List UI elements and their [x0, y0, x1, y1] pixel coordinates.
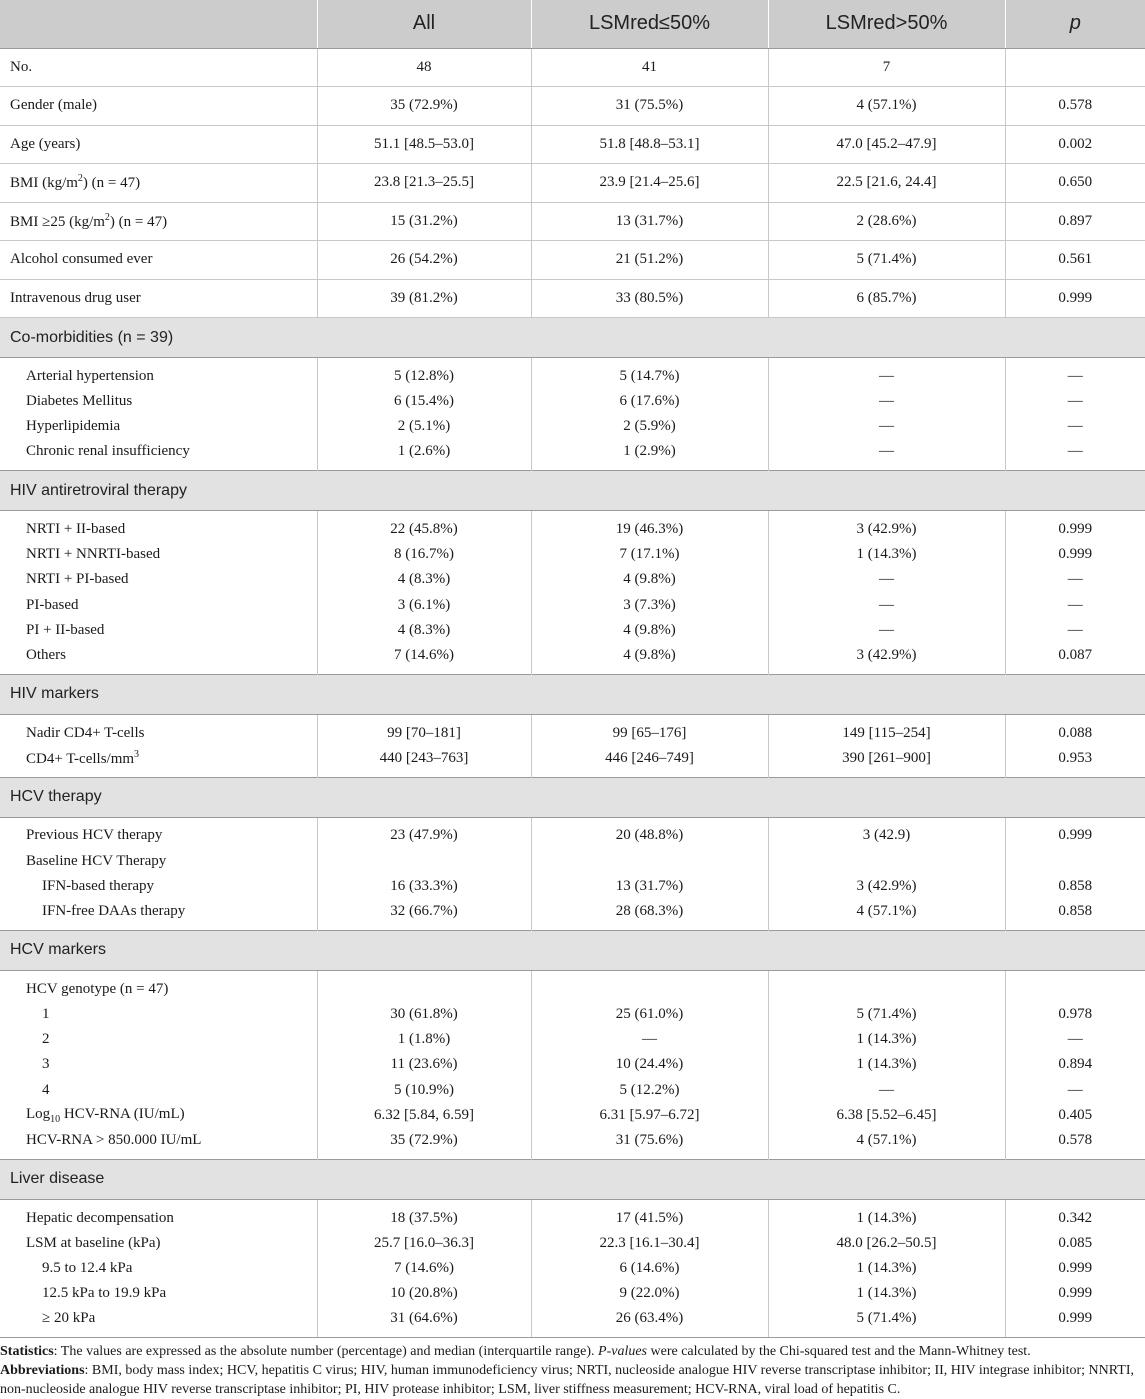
table-row	[0, 511, 1145, 542]
value-lsmred-high: —	[768, 439, 1005, 470]
row-label: 4	[0, 1077, 317, 1102]
value-all: 10 (20.8%)	[317, 1281, 531, 1306]
value-lsmred-low: —	[531, 1027, 768, 1052]
value-all: 6.32 [5.84, 6.59]	[317, 1103, 531, 1128]
row-label: Arterial hypertension	[0, 358, 317, 389]
table-row	[0, 1002, 1145, 1027]
value-all: 4 (8.3%)	[317, 567, 531, 592]
value-p: —	[1005, 567, 1145, 592]
table-row	[0, 125, 1145, 164]
value-lsmred-high: —	[768, 414, 1005, 439]
value-p: 0.085	[1005, 1231, 1145, 1256]
value-lsmred-high: —	[768, 389, 1005, 414]
value-all: 8 (16.7%)	[317, 542, 531, 567]
table-row	[0, 714, 1145, 745]
value-lsmred-high: 3 (42.9%)	[768, 511, 1005, 542]
table-row	[0, 1027, 1145, 1052]
section-title: HIV markers	[0, 674, 1145, 714]
value-lsmred-high: —	[768, 593, 1005, 618]
header-all: All	[317, 0, 531, 48]
table-row	[0, 542, 1145, 567]
value-p: 0.999	[1005, 1256, 1145, 1281]
value-lsmred-low: 31 (75.6%)	[531, 1128, 768, 1159]
table-row	[0, 164, 1145, 203]
value-p: 0.561	[1005, 241, 1145, 280]
value-lsmred-high: 1 (14.3%)	[768, 542, 1005, 567]
row-label: Age (years)	[0, 125, 317, 164]
label-superscript: 3	[134, 748, 140, 760]
table-row	[0, 746, 1145, 777]
section-title: HIV antiretroviral therapy	[0, 471, 1145, 511]
row-label: HCV-RNA > 850.000 IU/mL	[0, 1128, 317, 1159]
value-lsmred-low: 13 (31.7%)	[531, 202, 768, 241]
label-text: BMI (kg/m	[10, 175, 78, 192]
value-lsmred-high: 390 [261–900]	[768, 746, 1005, 777]
value-all: 1 (1.8%)	[317, 1027, 531, 1052]
value-all: 23 (47.9%)	[317, 817, 531, 848]
row-label: Diabetes Mellitus	[0, 389, 317, 414]
row-label: NRTI + PI-based	[0, 567, 317, 592]
label-text-end: ) (n = 47)	[109, 213, 168, 230]
value-lsmred-high: 5 (71.4%)	[768, 1307, 1005, 1338]
header-lsmred-low: LSMred≤50%	[531, 0, 768, 48]
section-header-row	[0, 930, 1145, 970]
value-lsmred-high: —	[768, 1077, 1005, 1102]
header-p-value: p	[1005, 0, 1145, 48]
value-lsmred-low: 5 (12.2%)	[531, 1077, 768, 1102]
value-p: 0.999	[1005, 542, 1145, 567]
value-all: 16 (33.3%)	[317, 874, 531, 899]
section-title: HCV therapy	[0, 777, 1145, 817]
section-title: Liver disease	[0, 1159, 1145, 1199]
abbreviations-note	[0, 1361, 1145, 1399]
value-lsmred-high	[768, 970, 1005, 1001]
value-p: 0.999	[1005, 511, 1145, 542]
value-all: 6 (15.4%)	[317, 389, 531, 414]
table-row	[0, 643, 1145, 674]
table-row	[0, 87, 1145, 126]
label-text: Log	[26, 1105, 51, 1122]
section-header-row	[0, 674, 1145, 714]
value-lsmred-high: 3 (42.9%)	[768, 643, 1005, 674]
row-label: NRTI + NNRTI-based	[0, 542, 317, 567]
section-header-row	[0, 1159, 1145, 1199]
value-lsmred-low: 4 (9.8%)	[531, 643, 768, 674]
table-row	[0, 358, 1145, 389]
statistics-text: : The values are expressed as the absolute number (percentage) and median (interquartile range).	[53, 1344, 599, 1359]
table-row	[0, 1052, 1145, 1077]
value-lsmred-low: 13 (31.7%)	[531, 874, 768, 899]
value-lsmred-low: 5 (14.7%)	[531, 358, 768, 389]
value-lsmred-low: 31 (75.5%)	[531, 87, 768, 126]
label-superscript: 2	[77, 173, 83, 185]
table-row	[0, 899, 1145, 930]
statistics-label: Statistics	[0, 1344, 54, 1359]
value-lsmred-low: 99 [65–176]	[531, 714, 768, 745]
value-p: 0.578	[1005, 87, 1145, 126]
value-lsmred-low: 6 (14.6%)	[531, 1256, 768, 1281]
table-row	[0, 1307, 1145, 1338]
value-lsmred-high: 5 (71.4%)	[768, 1002, 1005, 1027]
header-blank	[0, 0, 317, 48]
table-row	[0, 593, 1145, 618]
value-all: 4 (8.3%)	[317, 618, 531, 643]
value-all: 3 (6.1%)	[317, 593, 531, 618]
value-all: 35 (72.9%)	[317, 1128, 531, 1159]
label-superscript: 2	[104, 211, 110, 223]
value-all: 31 (64.6%)	[317, 1307, 531, 1338]
table-body	[0, 48, 1145, 1338]
value-lsmred-high: 2 (28.6%)	[768, 202, 1005, 241]
value-lsmred-high: 1 (14.3%)	[768, 1256, 1005, 1281]
row-label: HCV genotype (n = 47)	[0, 970, 317, 1001]
row-label: Previous HCV therapy	[0, 817, 317, 848]
value-lsmred-low: 446 [246–749]	[531, 746, 768, 777]
label-text: BMI ≥25 (kg/m	[10, 213, 105, 230]
value-all: 32 (66.7%)	[317, 899, 531, 930]
value-lsmred-high: 1 (14.3%)	[768, 1052, 1005, 1077]
row-label: Alcohol consumed ever	[0, 241, 317, 280]
table-row	[0, 439, 1145, 470]
table-row	[0, 970, 1145, 1001]
value-all: 15 (31.2%)	[317, 202, 531, 241]
value-p: 0.999	[1005, 279, 1145, 318]
value-p: 0.088	[1005, 714, 1145, 745]
value-lsmred-low	[531, 970, 768, 1001]
label-text: CD4+ T-cells/mm	[26, 750, 135, 767]
table-row	[0, 1077, 1145, 1102]
value-lsmred-high: —	[768, 618, 1005, 643]
table-row	[0, 618, 1145, 643]
value-lsmred-low: 9 (22.0%)	[531, 1281, 768, 1306]
value-p	[1005, 48, 1145, 87]
table-row	[0, 414, 1145, 439]
value-lsmred-high: 22.5 [21.6, 24.4]	[768, 164, 1005, 203]
value-lsmred-high: 1 (14.3%)	[768, 1281, 1005, 1306]
row-label	[0, 1103, 317, 1128]
abbreviations-label: Abbreviations	[0, 1363, 85, 1378]
row-label: PI-based	[0, 593, 317, 618]
value-lsmred-low: 22.3 [16.1–30.4]	[531, 1231, 768, 1256]
section-title: HCV markers	[0, 930, 1145, 970]
row-label	[0, 202, 317, 241]
section-title: Co-morbidities (n = 39)	[0, 318, 1145, 358]
value-lsmred-high: 3 (42.9%)	[768, 874, 1005, 899]
value-lsmred-low	[531, 848, 768, 873]
row-label: LSM at baseline (kPa)	[0, 1231, 317, 1256]
value-lsmred-low: 3 (7.3%)	[531, 593, 768, 618]
value-lsmred-low: 21 (51.2%)	[531, 241, 768, 280]
row-label: 12.5 kPa to 19.9 kPa	[0, 1281, 317, 1306]
value-p: 0.858	[1005, 899, 1145, 930]
value-all: 11 (23.6%)	[317, 1052, 531, 1077]
row-label: Gender (male)	[0, 87, 317, 126]
value-lsmred-high: 3 (42.9)	[768, 817, 1005, 848]
value-all: 22 (45.8%)	[317, 511, 531, 542]
table-row	[0, 48, 1145, 87]
value-lsmred-high: 6.38 [5.52–6.45]	[768, 1103, 1005, 1128]
statistics-text-end: were calculated by the Chi-squared test and the Mann-Whitney test.	[647, 1344, 1031, 1359]
value-p: 0.897	[1005, 202, 1145, 241]
value-lsmred-high: 6 (85.7%)	[768, 279, 1005, 318]
table-row	[0, 1103, 1145, 1128]
value-lsmred-low: 20 (48.8%)	[531, 817, 768, 848]
value-p: 0.953	[1005, 746, 1145, 777]
header-row	[0, 0, 1145, 48]
value-all: 23.8 [21.3–25.5]	[317, 164, 531, 203]
value-lsmred-low: 4 (9.8%)	[531, 567, 768, 592]
value-lsmred-low: 26 (63.4%)	[531, 1307, 768, 1338]
table-row	[0, 389, 1145, 414]
value-lsmred-high	[768, 848, 1005, 873]
value-all: 35 (72.9%)	[317, 87, 531, 126]
value-p: 0.342	[1005, 1199, 1145, 1230]
value-p: 0.087	[1005, 643, 1145, 674]
label-subscript: 10	[50, 1113, 61, 1125]
value-lsmred-low: 51.8 [48.8–53.1]	[531, 125, 768, 164]
value-all: 2 (5.1%)	[317, 414, 531, 439]
table-row	[0, 874, 1145, 899]
row-label: Intravenous drug user	[0, 279, 317, 318]
value-lsmred-low: 19 (46.3%)	[531, 511, 768, 542]
value-p: —	[1005, 618, 1145, 643]
table-row	[0, 1128, 1145, 1159]
value-p: 0.858	[1005, 874, 1145, 899]
label-text-end: ) (n = 47)	[82, 175, 141, 192]
value-p	[1005, 848, 1145, 873]
table-row	[0, 817, 1145, 848]
row-label: 9.5 to 12.4 kPa	[0, 1256, 317, 1281]
value-all: 7 (14.6%)	[317, 643, 531, 674]
table-row	[0, 1281, 1145, 1306]
value-p: 0.650	[1005, 164, 1145, 203]
value-lsmred-low: 7 (17.1%)	[531, 542, 768, 567]
value-lsmred-low: 33 (80.5%)	[531, 279, 768, 318]
value-all: 30 (61.8%)	[317, 1002, 531, 1027]
header-lsmred-high: LSMred>50%	[768, 0, 1005, 48]
table-row	[0, 1199, 1145, 1230]
value-p: 0.894	[1005, 1052, 1145, 1077]
table-row	[0, 567, 1145, 592]
value-lsmred-low: 1 (2.9%)	[531, 439, 768, 470]
statistics-note	[0, 1342, 1145, 1361]
value-p: 0.999	[1005, 1281, 1145, 1306]
value-p: 0.999	[1005, 1307, 1145, 1338]
row-label: Others	[0, 643, 317, 674]
value-all: 48	[317, 48, 531, 87]
value-all: 7 (14.6%)	[317, 1256, 531, 1281]
statistics-italic: P-values	[598, 1344, 647, 1359]
section-header-row	[0, 471, 1145, 511]
value-all: 18 (37.5%)	[317, 1199, 531, 1230]
row-label: 3	[0, 1052, 317, 1077]
table-row	[0, 1256, 1145, 1281]
value-lsmred-high: 5 (71.4%)	[768, 241, 1005, 280]
table-row	[0, 279, 1145, 318]
abbreviations-text: : BMI, body mass index; HCV, hepatitis C virus; HIV, human immunodeficiency virus; NRTI, nucleoside analogue HIV reverse transcriptase inhibitor; II, HIV integrase inhibitor; NNRTI, non-nucleoside analogue HIV reverse transcriptase inhibitor; PI, HIV protease inhibitor; LSM, liver stiffness measurement; HCV-RNA, viral load of hepatitis C.	[0, 1363, 1134, 1397]
section-header-row	[0, 777, 1145, 817]
value-lsmred-high: 48.0 [26.2–50.5]	[768, 1231, 1005, 1256]
value-p: 0.405	[1005, 1103, 1145, 1128]
value-all	[317, 848, 531, 873]
value-lsmred-high: 4 (57.1%)	[768, 87, 1005, 126]
value-lsmred-high: 7	[768, 48, 1005, 87]
value-all: 51.1 [48.5–53.0]	[317, 125, 531, 164]
value-p: —	[1005, 414, 1145, 439]
section-header-row	[0, 318, 1145, 358]
value-lsmred-high: 47.0 [45.2–47.9]	[768, 125, 1005, 164]
row-label: ≥ 20 kPa	[0, 1307, 317, 1338]
row-label: Hyperlipidemia	[0, 414, 317, 439]
row-label: NRTI + II-based	[0, 511, 317, 542]
value-p: 0.978	[1005, 1002, 1145, 1027]
value-lsmred-low: 25 (61.0%)	[531, 1002, 768, 1027]
value-lsmred-low: 2 (5.9%)	[531, 414, 768, 439]
value-p	[1005, 970, 1145, 1001]
value-all	[317, 970, 531, 1001]
value-lsmred-high: 4 (57.1%)	[768, 899, 1005, 930]
table-row	[0, 848, 1145, 873]
table-footnotes	[0, 1342, 1145, 1399]
value-all: 5 (12.8%)	[317, 358, 531, 389]
row-label: Nadir CD4+ T-cells	[0, 714, 317, 745]
value-all: 25.7 [16.0–36.3]	[317, 1231, 531, 1256]
row-label: IFN-based therapy	[0, 874, 317, 899]
value-lsmred-low: 10 (24.4%)	[531, 1052, 768, 1077]
value-p: 0.002	[1005, 125, 1145, 164]
value-lsmred-high: 1 (14.3%)	[768, 1027, 1005, 1052]
table-row	[0, 202, 1145, 241]
table-row	[0, 241, 1145, 280]
row-label	[0, 164, 317, 203]
value-lsmred-high: 4 (57.1%)	[768, 1128, 1005, 1159]
value-lsmred-low: 17 (41.5%)	[531, 1199, 768, 1230]
value-p: —	[1005, 439, 1145, 470]
value-p: —	[1005, 1077, 1145, 1102]
value-lsmred-high: 1 (14.3%)	[768, 1199, 1005, 1230]
value-p: 0.999	[1005, 817, 1145, 848]
value-lsmred-low: 28 (68.3%)	[531, 899, 768, 930]
value-all: 1 (2.6%)	[317, 439, 531, 470]
value-lsmred-low: 23.9 [21.4–25.6]	[531, 164, 768, 203]
value-p: —	[1005, 593, 1145, 618]
row-label: IFN-free DAAs therapy	[0, 899, 317, 930]
value-lsmred-low: 4 (9.8%)	[531, 618, 768, 643]
value-all: 5 (10.9%)	[317, 1077, 531, 1102]
value-lsmred-high: 149 [115–254]	[768, 714, 1005, 745]
row-label	[0, 746, 317, 777]
value-lsmred-high: —	[768, 358, 1005, 389]
value-p: —	[1005, 389, 1145, 414]
row-label: 1	[0, 1002, 317, 1027]
row-label: Hepatic decompensation	[0, 1199, 317, 1230]
row-label: Chronic renal insufficiency	[0, 439, 317, 470]
value-lsmred-high: —	[768, 567, 1005, 592]
row-label: PI + II-based	[0, 618, 317, 643]
value-p: —	[1005, 1027, 1145, 1052]
value-p: 0.578	[1005, 1128, 1145, 1159]
value-all: 39 (81.2%)	[317, 279, 531, 318]
value-lsmred-low: 41	[531, 48, 768, 87]
value-lsmred-low: 6.31 [5.97–6.72]	[531, 1103, 768, 1128]
value-lsmred-low: 6 (17.6%)	[531, 389, 768, 414]
row-label: Baseline HCV Therapy	[0, 848, 317, 873]
table-row	[0, 1231, 1145, 1256]
value-all: 440 [243–763]	[317, 746, 531, 777]
value-all: 99 [70–181]	[317, 714, 531, 745]
value-all: 26 (54.2%)	[317, 241, 531, 280]
row-label: No.	[0, 48, 317, 87]
row-label: 2	[0, 1027, 317, 1052]
label-text-end: HCV-RNA (IU/mL)	[60, 1105, 185, 1122]
value-p: —	[1005, 358, 1145, 389]
